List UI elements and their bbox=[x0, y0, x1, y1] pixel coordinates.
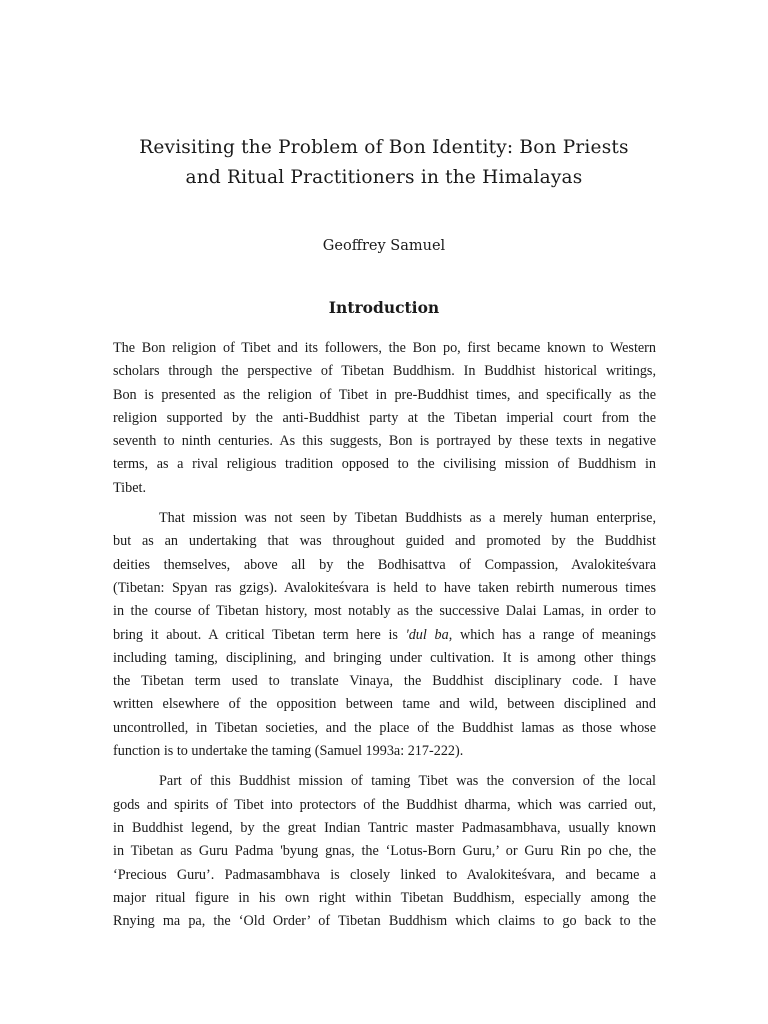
text-line: function is to undertake the taming (Samuel 1993a: 217-222). bbox=[113, 743, 464, 760]
text-line: Bon is presented as the religion of Tibet in pre-Buddhist times, and specifically as the bbox=[113, 386, 656, 403]
text-line: bring it about. A critical Tibetan term here is 'dul ba, which has a range of meanings bbox=[113, 626, 656, 643]
text-line: in the course of Tibetan history, most notably as the successive Dalai Lamas, in order to bbox=[113, 603, 656, 620]
text-line: uncontrolled, in Tibetan societies, and the place of the Buddhist lamas as those whose bbox=[113, 719, 656, 736]
text-line: terms, as a rival religious tradition opposed to the civilising mission of Buddhism in bbox=[113, 456, 656, 473]
text-line: in Tibetan as Guru Padma 'byung gnas, the ‘Lotus-Born Guru,’ or Guru Rin po che, the bbox=[113, 843, 656, 860]
text-line: scholars through the perspective of Tibetan Buddhism. In Buddhist historical writings, bbox=[113, 363, 656, 380]
text-line: That mission was not seen by Tibetan Buddhists as a merely human enterprise, bbox=[159, 510, 656, 527]
paragraph-3 bbox=[113, 770, 656, 933]
text-line: deities themselves, above all by the Bodhisattva of Compassion, Avalokiteśvara bbox=[113, 556, 656, 573]
text-line: ‘Precious Guru’. Padmasambhava is closely linked to Avalokiteśvara, and became a bbox=[113, 866, 656, 883]
text-line: gods and spirits of Tibet into protectors of the Buddhist dharma, which was carried out, bbox=[113, 796, 656, 813]
text-line: but as an undertaking that was throughout guided and promoted by the Buddhist bbox=[113, 533, 656, 550]
text-line: Part of this Buddhist mission of taming Tibet was the conversion of the local bbox=[159, 773, 656, 790]
paper-title bbox=[110, 133, 658, 193]
author-name: Geoffrey Samuel bbox=[322, 238, 446, 254]
text-line: Rnying ma pa, the ‘Old Order’ of Tibetan Buddhism which claims to go back to the bbox=[113, 913, 656, 930]
text-line: seventh to ninth centuries. As this suggests, Bon is portrayed by these texts in negative bbox=[113, 433, 656, 450]
text-line: in Buddhist legend, by the great Indian Tantric master Padmasambhava, usually known bbox=[113, 819, 656, 836]
paragraph-1 bbox=[113, 337, 656, 500]
text-line: the Tibetan term used to translate Vinaya, the Buddhist disciplinary code. I have bbox=[113, 673, 656, 690]
text-line: major ritual figure in his own right within Tibetan Buddhism, especially among the bbox=[113, 889, 656, 906]
tibetan-term: 'dul ba bbox=[405, 626, 449, 643]
body-text bbox=[113, 337, 656, 940]
text-line: written elsewhere of the opposition between tame and wild, between disciplined and bbox=[113, 696, 656, 713]
text-line: (Tibetan: Spyan ras gzigs). Avalokiteśvara is held to have taken rebirth numerous times bbox=[113, 579, 656, 596]
text-line: including taming, disciplining, and bringing under cultivation. It is among other things bbox=[113, 649, 656, 666]
text-line: The Bon religion of Tibet and its followers, the Bon po, first became known to Western bbox=[113, 340, 656, 356]
text-line: religion supported by the anti-Buddhist party at the Tibetan imperial court from the bbox=[113, 409, 656, 426]
text-line: Tibet. bbox=[113, 479, 146, 496]
paragraph-2 bbox=[113, 507, 656, 763]
section-heading: Introduction bbox=[328, 298, 440, 317]
title-line: and Ritual Practitioners in the Himalayas bbox=[185, 167, 583, 188]
title-line: Revisiting the Problem of Bon Identity: Bon Priests bbox=[139, 137, 629, 158]
